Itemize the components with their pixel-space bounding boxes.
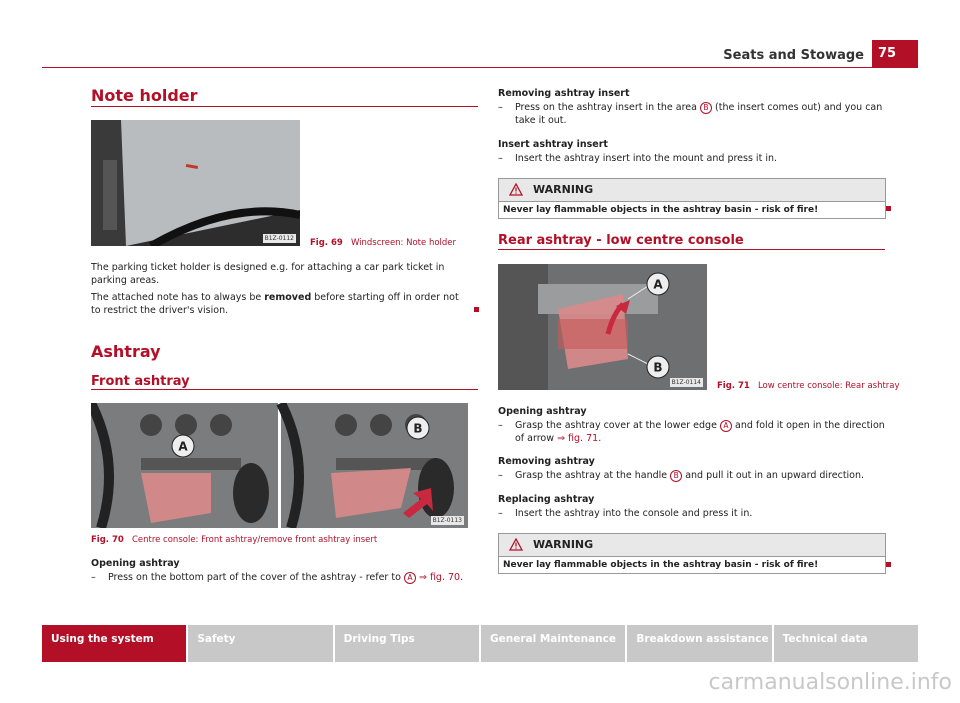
removing-insert-heading: Removing ashtray insert — [498, 88, 630, 99]
rear-ashtray-rule — [498, 249, 885, 250]
front-ashtray-rule — [91, 389, 478, 390]
warning-icon — [509, 183, 523, 196]
callout-b: B — [653, 360, 663, 375]
section-title: Seats and Stowage — [723, 48, 864, 63]
image-code: B1Z-0113 — [432, 517, 462, 524]
tab-safety[interactable]: Safety — [188, 625, 332, 662]
warning-icon — [509, 538, 523, 551]
fig70-text: Centre console: Front ashtray/remove front ashtray insert — [131, 535, 378, 545]
windscreen-note-holder-photo — [91, 120, 300, 246]
warning-text: Never lay flammable objects in the ashtray basin - risk of fire! — [503, 560, 819, 570]
tab-technical-data[interactable]: Technical data — [774, 625, 918, 662]
fig70-ref-link[interactable]: ⇒ fig. 70 — [418, 572, 461, 583]
fig69-caption — [310, 238, 456, 248]
callout-a: A — [653, 277, 663, 292]
fig71-caption — [717, 381, 900, 391]
front-ashtray-illustration — [91, 403, 468, 528]
section-end-mark — [886, 206, 891, 211]
callout-b: B — [413, 421, 423, 436]
windscreen-illustration — [91, 120, 300, 246]
front-ashtray-title: Front ashtray — [91, 374, 190, 389]
tab-general-maintenance[interactable]: General Maintenance — [481, 625, 625, 662]
tab-using-the-system[interactable]: Using the system — [42, 625, 186, 662]
tab-breakdown-assistance[interactable]: Breakdown assistance — [627, 625, 771, 662]
fig69-label: Fig. 69 — [310, 238, 343, 248]
watermark: carmanualsonline.info — [708, 670, 952, 695]
note-holder-title: Note holder — [91, 86, 198, 105]
page-number: 75 — [872, 40, 918, 68]
header-rule — [42, 67, 918, 68]
note-holder-rule — [91, 106, 478, 107]
rear-ashtray-photo — [498, 264, 707, 390]
section-end-mark — [886, 562, 891, 567]
warning-header — [499, 534, 885, 557]
warning-box-2 — [498, 533, 886, 574]
rear-opening-heading: Opening ashtray — [498, 406, 587, 417]
rear-ashtray-title: Rear ashtray - low centre console — [498, 233, 744, 248]
section-end-mark — [474, 307, 479, 312]
warning-title: WARNING — [533, 183, 594, 196]
ashtray-title: Ashtray — [91, 342, 161, 361]
fig70-label: Fig. 70 — [91, 535, 124, 545]
tab-driving-tips[interactable]: Driving Tips — [335, 625, 479, 662]
fig69-text: Windscreen: Note holder — [350, 238, 457, 248]
note-holder-para2: The attached note has to always be removed before starting off in order not to restrict the driver's vision. — [91, 292, 459, 316]
image-code: B1Z-0112 — [264, 235, 294, 242]
note-holder-para1: The parking ticket holder is designed e.g. for attaching a car park ticket in parking areas. — [91, 262, 445, 286]
replacing-step: – Insert the ashtray into the console and press it in. — [498, 508, 753, 519]
callout-a: A — [178, 439, 188, 454]
rear-opening-step: – Grasp the ashtray cover at the lower edge A and fold it open in the direction of arrow ⇒ fig. 71. — [498, 420, 885, 444]
fig70-caption — [91, 535, 377, 545]
front-opening-step: – Press on the bottom part of the cover of the ashtray - refer to A ⇒ fig. 70. — [91, 572, 464, 583]
removing-heading: Removing ashtray — [498, 456, 595, 467]
insert-heading: Insert ashtray insert — [498, 139, 608, 150]
warning-header — [499, 179, 885, 202]
replacing-heading: Replacing ashtray — [498, 494, 595, 505]
chapter-tabs — [42, 625, 918, 662]
warning-text: Never lay flammable objects in the ashtray basin - risk of fire! — [503, 205, 819, 215]
fig71-text: Low centre console: Rear ashtray — [757, 381, 900, 391]
removing-step: – Grasp the ashtray at the handle B and pull it out in an upward direction. — [498, 470, 865, 481]
fig71-label: Fig. 71 — [717, 381, 750, 391]
front-ashtray-photo — [91, 403, 468, 528]
warning-title: WARNING — [533, 538, 594, 551]
rear-ashtray-illustration — [498, 264, 707, 390]
fig71-ref-link[interactable]: ⇒ fig. 71 — [557, 433, 599, 444]
insert-step: – Insert the ashtray insert into the mount and press it in. — [498, 153, 777, 164]
front-opening-heading: Opening ashtray — [91, 558, 180, 569]
removing-insert-step: – Press on the ashtray insert in the area B (the insert comes out) and you can take it out. — [498, 102, 883, 126]
image-code: B1Z-0114 — [671, 379, 701, 386]
warning-box-1 — [498, 178, 886, 219]
